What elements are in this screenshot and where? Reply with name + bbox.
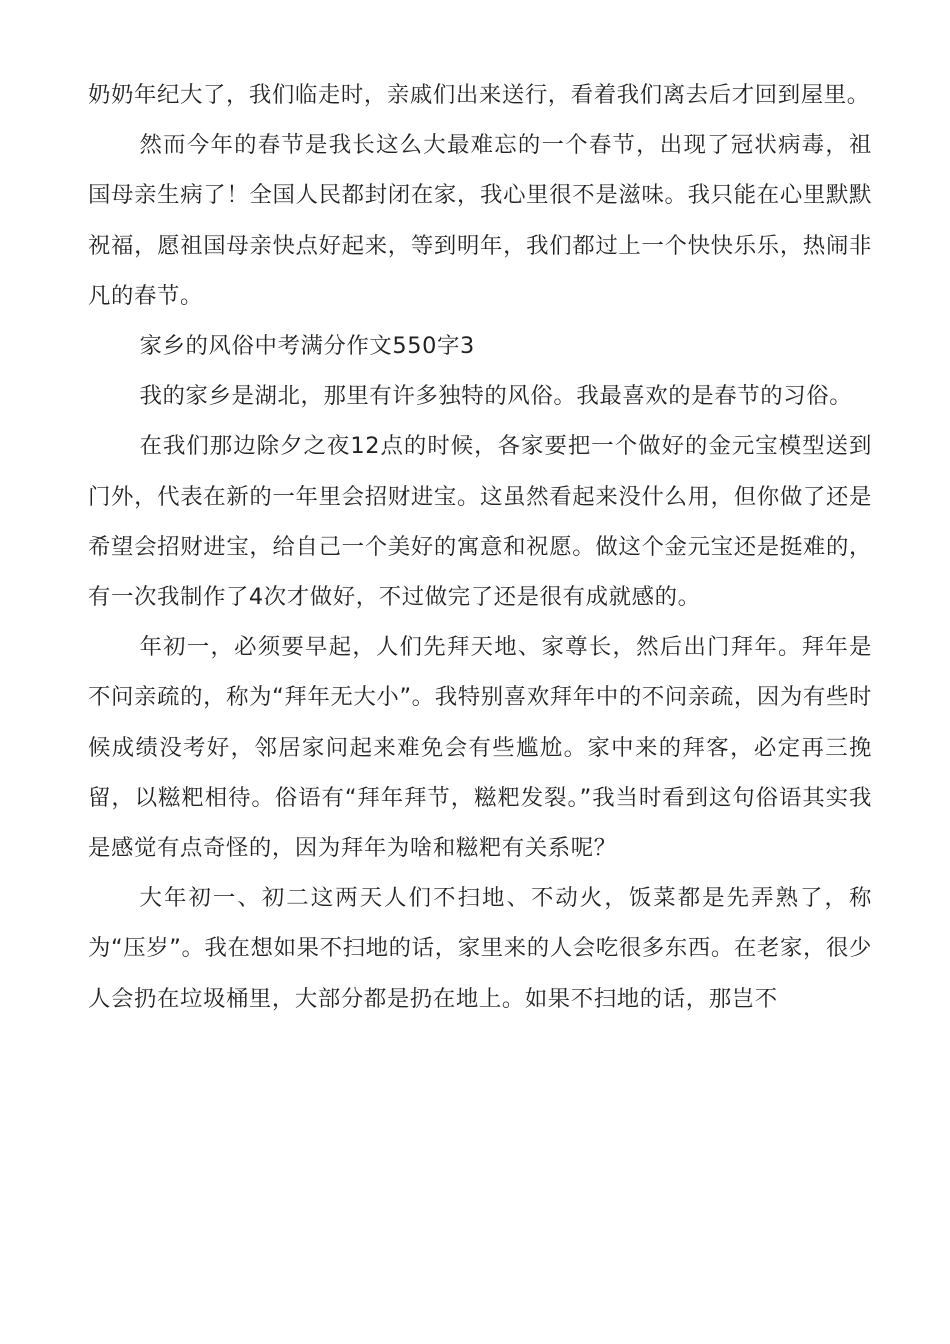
paragraph-no-sweeping: 大年初一、初二这两天人们不扫地、不动火，饭菜都是先弄熟了，称为“压岁”。我在想如果不扫地的话，家里来的人会吃很多东西。在老家，很少人会扔在垃圾桶里，大部分都是扔在地上。如果不扫地的话，那岂不 xyxy=(88,885,872,1012)
paragraph-hometown-intro: 我的家乡是湖北，那里有许多独特的风俗。我最喜欢的是春节的习俗。 xyxy=(139,383,853,410)
paragraph-gold-ingot: 在我们那边除夕之夜12点的时候，各家要把一个做好的金元宝模型送到门外，代表在新的一年里会招财进宝。这虽然看起来没什么用，但你做了还是希望会招财进宝，给自己一个美好的寓意和祝愿。做这个金元宝还是挺难的，有一次我制作了4次才做好，不过做完了还是很有成就感的。 xyxy=(88,433,872,611)
paragraph-new-year-visits: 年初一，必须要早起，人们先拜天地、家尊长，然后出门拜年。拜年是不问亲疏的，称为“拜年无大小”。我特别喜欢拜年中的不问亲疏，因为有些时候成绩没考好，邻居家问起来难免会有些尴尬。家中来的拜客，必定再三挽留，以糍粑相待。俗语有“拜年拜节，糍粑发裂。”我当时看到这句俗语其实我是感觉有点奇怪的，因为拜年为啥和糍粑有关系呢？ xyxy=(88,634,872,862)
document-body xyxy=(88,70,872,1024)
paragraph-continuation: 奶奶年纪大了，我们临走时，亲戚们出来送行，看着我们离去后才回到屋里。 xyxy=(88,82,870,108)
paragraph-spring-festival-memory: 然而今年的春节是我长这么大最难忘的一个春节，出现了冠状病毒，祖国母亲生病了！全国人民都封闭在家，我心里很不是滋味。我只能在心里默默祝福，愿祖国母亲快点好起来，等到明年，我们都过上一个快快乐乐，热闹非凡的春节。 xyxy=(88,132,872,309)
essay-title: 家乡的风俗中考满分作文550字3 xyxy=(139,333,475,360)
